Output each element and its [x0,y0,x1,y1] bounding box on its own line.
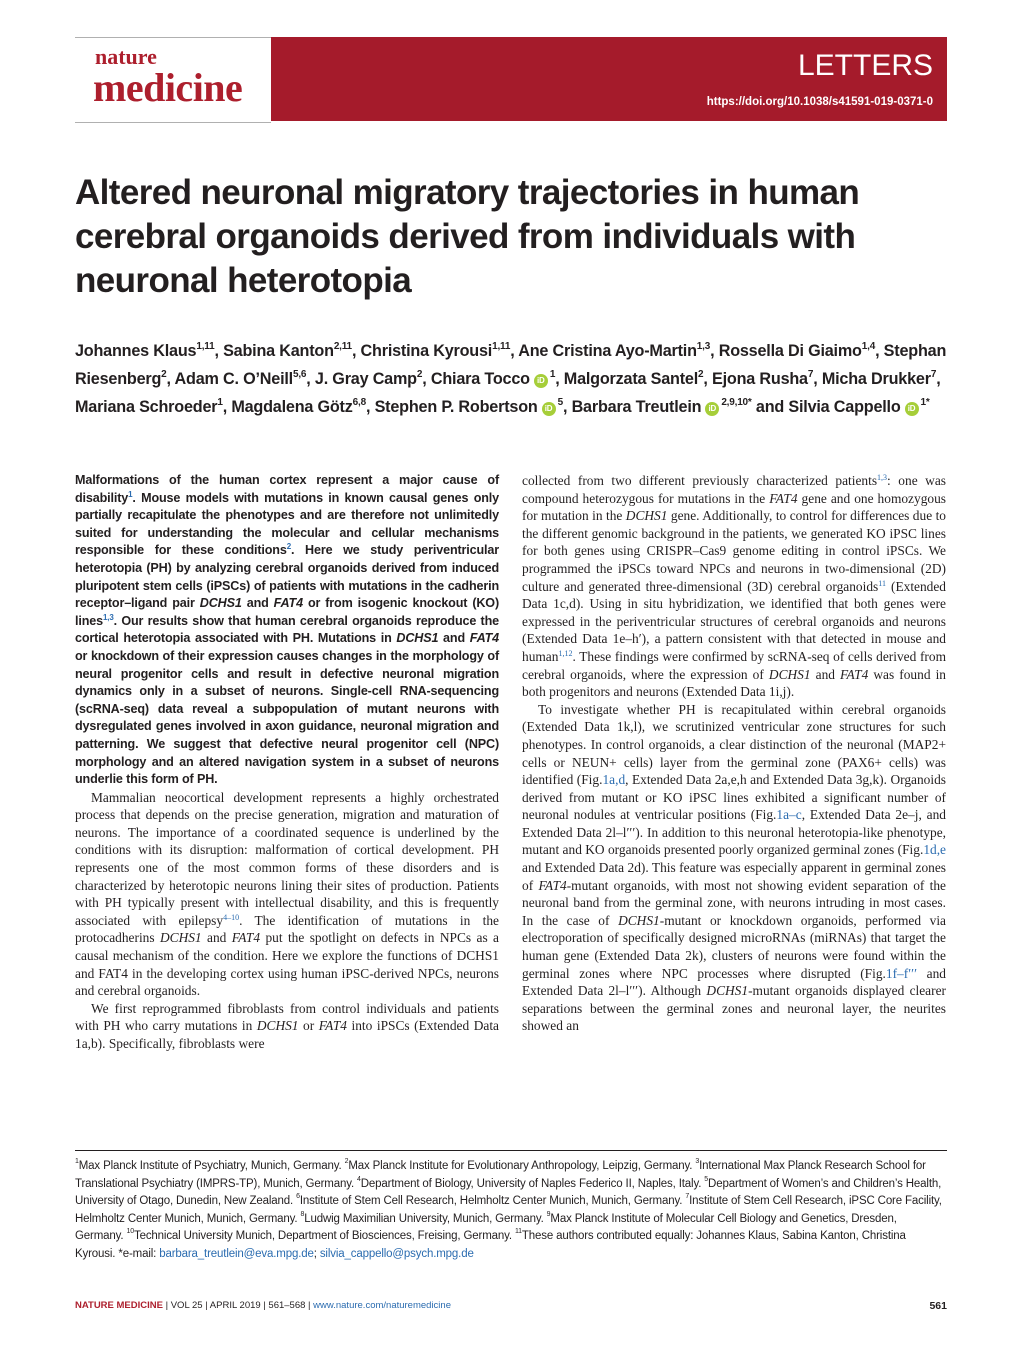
author-name: Mariana Schroeder [75,398,218,416]
figure-link[interactable]: 1a,d [602,772,626,788]
affiliation-number: 11 [514,1228,522,1236]
footer-citation [75,1300,451,1311]
author-name: Magdalena Götz [231,398,353,416]
journal-logo [75,37,271,123]
italic-term: FAT4 [769,490,798,506]
figure-link[interactable]: 1f–f′′′ [885,965,918,981]
affiliation-number: 1 [75,1158,79,1166]
citation-ref[interactable]: 1,3 [877,473,888,482]
page-number: 561 [929,1300,947,1312]
author-name: Ane Cristina Ayo-Martin [518,342,697,360]
citation-ref[interactable]: 1,3 [102,612,114,622]
citation-ref[interactable]: 1 [128,489,133,499]
doi-link[interactable]: https://doi.org/10.1038/s41591-019-0371-0 [706,96,933,108]
section-label: LETTERS [797,49,933,82]
affiliation-number: 4 [357,1175,361,1183]
header-band [271,37,947,121]
author-affiliation-sup: 2 [416,368,423,380]
author-name: Stephen P. Robertson [374,398,538,416]
author-affiliation-sup: 2 [698,368,704,380]
footer-journal: NATURE MEDICINE [75,1300,163,1311]
author-affiliation-sup: 1 [217,396,223,408]
author-affiliation-sup: 5 [557,396,563,408]
author-name: Christina Kyrousi [360,342,493,360]
footer-issue: VOL 25 | APRIL 2019 | 561–568 [170,1300,306,1311]
author-name: Malgorzata Santel [563,370,699,388]
citation-ref[interactable]: 11 [878,578,886,588]
orcid-icon[interactable]: iD [705,402,719,416]
author-affiliation-sup: 6,8 [352,396,366,408]
affiliation-number: 10 [126,1228,134,1236]
affiliation-number: 6 [296,1193,300,1201]
italic-term: FAT4 [469,631,499,646]
citation-ref[interactable]: 2 [286,542,291,552]
footnote-divider [75,1150,947,1151]
affiliation-number: 3 [695,1158,700,1166]
italic-term: DCHS1 [159,930,202,946]
affiliation-number: 9 [546,1210,551,1218]
body-paragraph: To investigate whether PH is recapitulated within cerebral organoids (Extended Data 1k,l), we scrutinized ventricular zone structures for such phenotypes. In control organoids, a clear distinction of the neuronal (MAP2+ cells or NEUN+ cells) layer from the germinal zone (PAX6+ cells) was identified (Fig.1a,d, Extended Data 2a,e,h and Extended Data 3g,k). Organoids derived from mutant or KO iPSC lines exhibited a significant number of neuronal nodules at ventricular positions (Fig.1a–c, Extended Data 2e–j, and Extended Data 2l–l′′′). In addition to this neuronal heterotopia-like phenotype, mutant and KO organoids presented poorly organized germinal zones (Fig.1d,e and Extended Data 2d). This feature was especially apparent in germinal zones of FAT4-mutant organoids, with most not showing evident separation of the neuronal band from the germinal zone, with neurons intruding in most cases. In the case of DCHS1-mutant or knockdown organoids, performed via electroporation of specifically designed microRNAs (miRNAs) that target the human gene (Extended Data 2k), clusters of neurons were found within the germinal zones where NPC processes where disrupted (Fig.1f–f′′′ and Extended Data 2l–l′′′). Although DCHS1-mutant organoids displayed clearer separations between the germinal zones and neuronal layer, the neurites showed an [522,701,947,1034]
author-affiliation-sup: 1 [549,368,556,380]
logo-nature-text: nature [95,44,157,69]
email-link[interactable]: barbara_treutlein@eva.mpg.de [159,1247,314,1260]
affiliation-number: 8 [300,1210,305,1218]
italic-term: FAT4 [273,596,303,611]
author-name: Adam C. O’Neill [174,370,293,388]
author-list: Johannes Klaus$^{1,11}$, Sabina Kanton$^{2,11}$, Christina Kyrousi$^{1,11}$, Ane Cristina Ayo-Martin$^{1,3}$, Rossella Di Giaimo$^{1,4}$, Stephan Riesenberg$^2$, Adam C. O’Neill$^{5,6}$, J. Gray Camp$^2$, Chiara Tocco $iD^1$, Malgorzata Santel$^2$, Ejona Rusha$^7$, Micha Drukker$^7$, Mariana Schroeder$^1$, Magdalena Götz$^{6,8}$, Stephen P. Robertson $iD^5$, Barbara Treutlein $iD^{2,9,10*}$ and Silvia Cappello $iD^{1*}$ [75,340,947,416]
author-affiliation-sup: 1,11 [196,340,215,352]
author-affiliation-sup: 2,9,10* [721,396,752,408]
affiliation-number: 5 [704,1175,709,1183]
body-paragraph: collected from two different previously characterized patients$^{1,3}$: one was compound heterozygous for mutations in the FAT4 gene and one homozygous for mutation in the DCHS1 gene. Additionally, to control for differences due to the different genomic background in the patients, we generated KO iPSC lines for both genes using CRISPR–Cas9 genome editing in control iPSCs. We programmed the iPSCs toward NPCs and neurons in two-dimensional (2D) culture and generated three-dimensional (3D) cerebral organoids$^{11}$ (Extended Data 1c,d). Using in situ hybridization, we identified that both genes were expressed in the periventricular structures of cerebral organoids and neurons (Extended Data 1e–h′), a pattern consistent with that detected in mouse and human$^{1,12}$. These findings were confirmed by scRNA-seq of cells derived from cerebral organoids, where the expression of DCHS1 and FAT4 was found in both progenitors and neurons (Extended Data 1i,j). [522,473,947,700]
author-affiliation-sup: 1,11 [492,340,511,352]
logo-medicine-text: medicine [93,65,243,110]
author-name: Sabina Kanton [223,342,334,360]
figure-link[interactable]: 1d,e [923,842,946,858]
affiliation-number: 7 [685,1193,690,1201]
italic-term: DCHS1 [199,596,242,611]
orcid-icon[interactable]: iD [534,374,548,388]
author-name: J. Gray Camp [314,370,417,388]
right-column [522,472,946,1035]
italic-term: FAT4 [318,1018,347,1034]
italic-term: DCHS1 [768,666,811,682]
author-affiliation-sup: 1* [920,396,930,408]
author-name: Barbara Treutlein [571,398,702,416]
italic-term: DCHS1 [706,983,749,999]
author-name: Ejona Rusha [712,370,808,388]
author-name: Silvia Cappello [788,398,901,416]
body-paragraph: We first reprogrammed fibroblasts from control individuals and patients with PH who carry mutations in DCHS1 or FAT4 into iPSCs (Extended Data 1a,b). Specifically, fibroblasts were [75,1000,499,1051]
affiliations: $^1$Max Planck Institute of Psychiatry, Munich, Germany. $^2$Max Planck Institute for Evolutionary Anthropology, Leipzig, Germany. $^3$International Max Planck Research School for Translational Psychiatry (IMPRS-TP), Munich, Germany. $^4$Department of Biology, University of Naples Federico II, Naples, Italy. $^5$Department of Women’s and Children’s Health, University of Otago, Dunedin, New Zealand. $^6$Institute of Stem Cell Research, Helmholtz Center Munich, Munich, Germany. $^7$Institute of Stem Cell Research, iPSC Core Facility, Helmholtz Center Munich, Munich, Germany. $^8$Ludwig Maximilian University, Munich, Germany. $^9$Max Planck Institute of Molecular Cell Biology and Genetics, Dresden, Germany. $^{10}$Technical University Munich, Department of Biosciences, Freising, Germany. $^{11}$These authors contributed equally: Johannes Klaus, Sabina Kanton, Christina Kyrousi. *e-mail: barbara_treutlein@eva.mpg.de; silvia_cappello@psych.mpg.de [75,1158,942,1260]
author-affiliation-sup: 7 [930,368,937,380]
figure-link[interactable]: 1a–c [776,807,802,823]
italic-term: FAT4 [231,930,261,946]
email-link[interactable]: silvia_cappello@psych.mpg.de [319,1247,474,1260]
author-name: Micha Drukker [821,370,931,388]
italic-term: FAT4 [840,666,869,682]
italic-term: DCHS1 [396,631,439,646]
italic-term: DCHS1 [256,1018,299,1034]
author-name: Johannes Klaus [75,342,197,360]
body-paragraph: Mammalian neocortical development represents a highly orchestrated process that depends on the precise generation, migration and maturation of neurons. The importance of a coordinated sequence is underlined by the conditions with its disruption: malformation of cortical development. PH represents one of the most common forms of these disorders and is characterized by heterotopic neurons lining their sites of production. Patients with PH typically present with intellectual disability, and this is frequently associated with epilepsy$^{4-10}$. The identification of mutations in the protocadherins DCHS1 and FAT4 put the spotlight on defects in NPCs as a causal mechanism of the condition. Here we explore the functions of DCHS1 and FAT4 in the developing cortex using human iPSC-derived NPCs, neurons and cerebral organoids. [75,789,499,999]
citation-ref[interactable]: 4–10 [223,912,240,922]
article-title: Altered neuronal migratory trajectories in human cerebral organoids derived from individuals with neuronal heterotopia [75,173,860,300]
italic-term: DCHS1 [625,508,668,524]
footer-url[interactable]: www.nature.com/naturemedicine [313,1300,451,1311]
author-affiliation-sup: 2 [161,368,167,380]
italic-term: DCHS1 [618,912,660,928]
abstract: Malformations of the human cortex represent a major cause of disability$^1$. Mouse models with mutations in known causal genes only partially recapitulate the phenotypes and are therefore not unlimitedly suited for understanding the molecular and cellular mechanisms responsible for these conditions$^2$. Here we study periventricular heterotopia (PH) by analyzing cerebral organoids derived from induced pluripotent stem cells (iPSCs) of patients with mutations in the cadherin receptor–ligand pair DCHS1 and FAT4 or from isogenic knockout (KO) lines$^{1,3}$. Our results show that human cerebral organoids reproduce the cortical heterotopia associated with PH. Mutations in DCHS1 and FAT4 or knockdown of their expression causes changes in the morphology of neural progenitor cells and result in defective neuronal migration dynamics only in a subset of neurons. Single-cell RNA-sequencing (scRNA-seq) data reveal a subpopulation of mutant neurons with dysregulated genes involved in axon guidance, neuronal migration and patterning. We suggest that defective neural progenitor cell (NPC) morphology and an altered navigation system in a subset of neurons underlie this form of PH. [75,473,499,787]
author-affiliation-sup: 1,3 [696,340,711,352]
footer-sep: | [305,1300,314,1311]
footer-sep: | [162,1300,171,1311]
author-name: Chiara Tocco [430,370,530,388]
author-name: Stephan Riesenberg [75,342,947,388]
author-affiliation-sup: 5,6 [292,368,307,380]
orcid-icon[interactable]: iD [905,402,919,416]
orcid-icon[interactable]: iD [542,402,556,416]
author-affiliation-sup: 2,11 [333,340,352,352]
author-name: Rossella Di Giaimo [718,342,862,360]
affiliation-number: 2 [344,1158,349,1166]
italic-term: FAT4 [538,877,567,893]
citation-ref[interactable]: 1,12 [558,648,573,658]
author-affiliation-sup: 1,4 [861,340,876,352]
author-affiliation-sup: 7 [807,368,814,380]
left-column [75,472,499,1053]
